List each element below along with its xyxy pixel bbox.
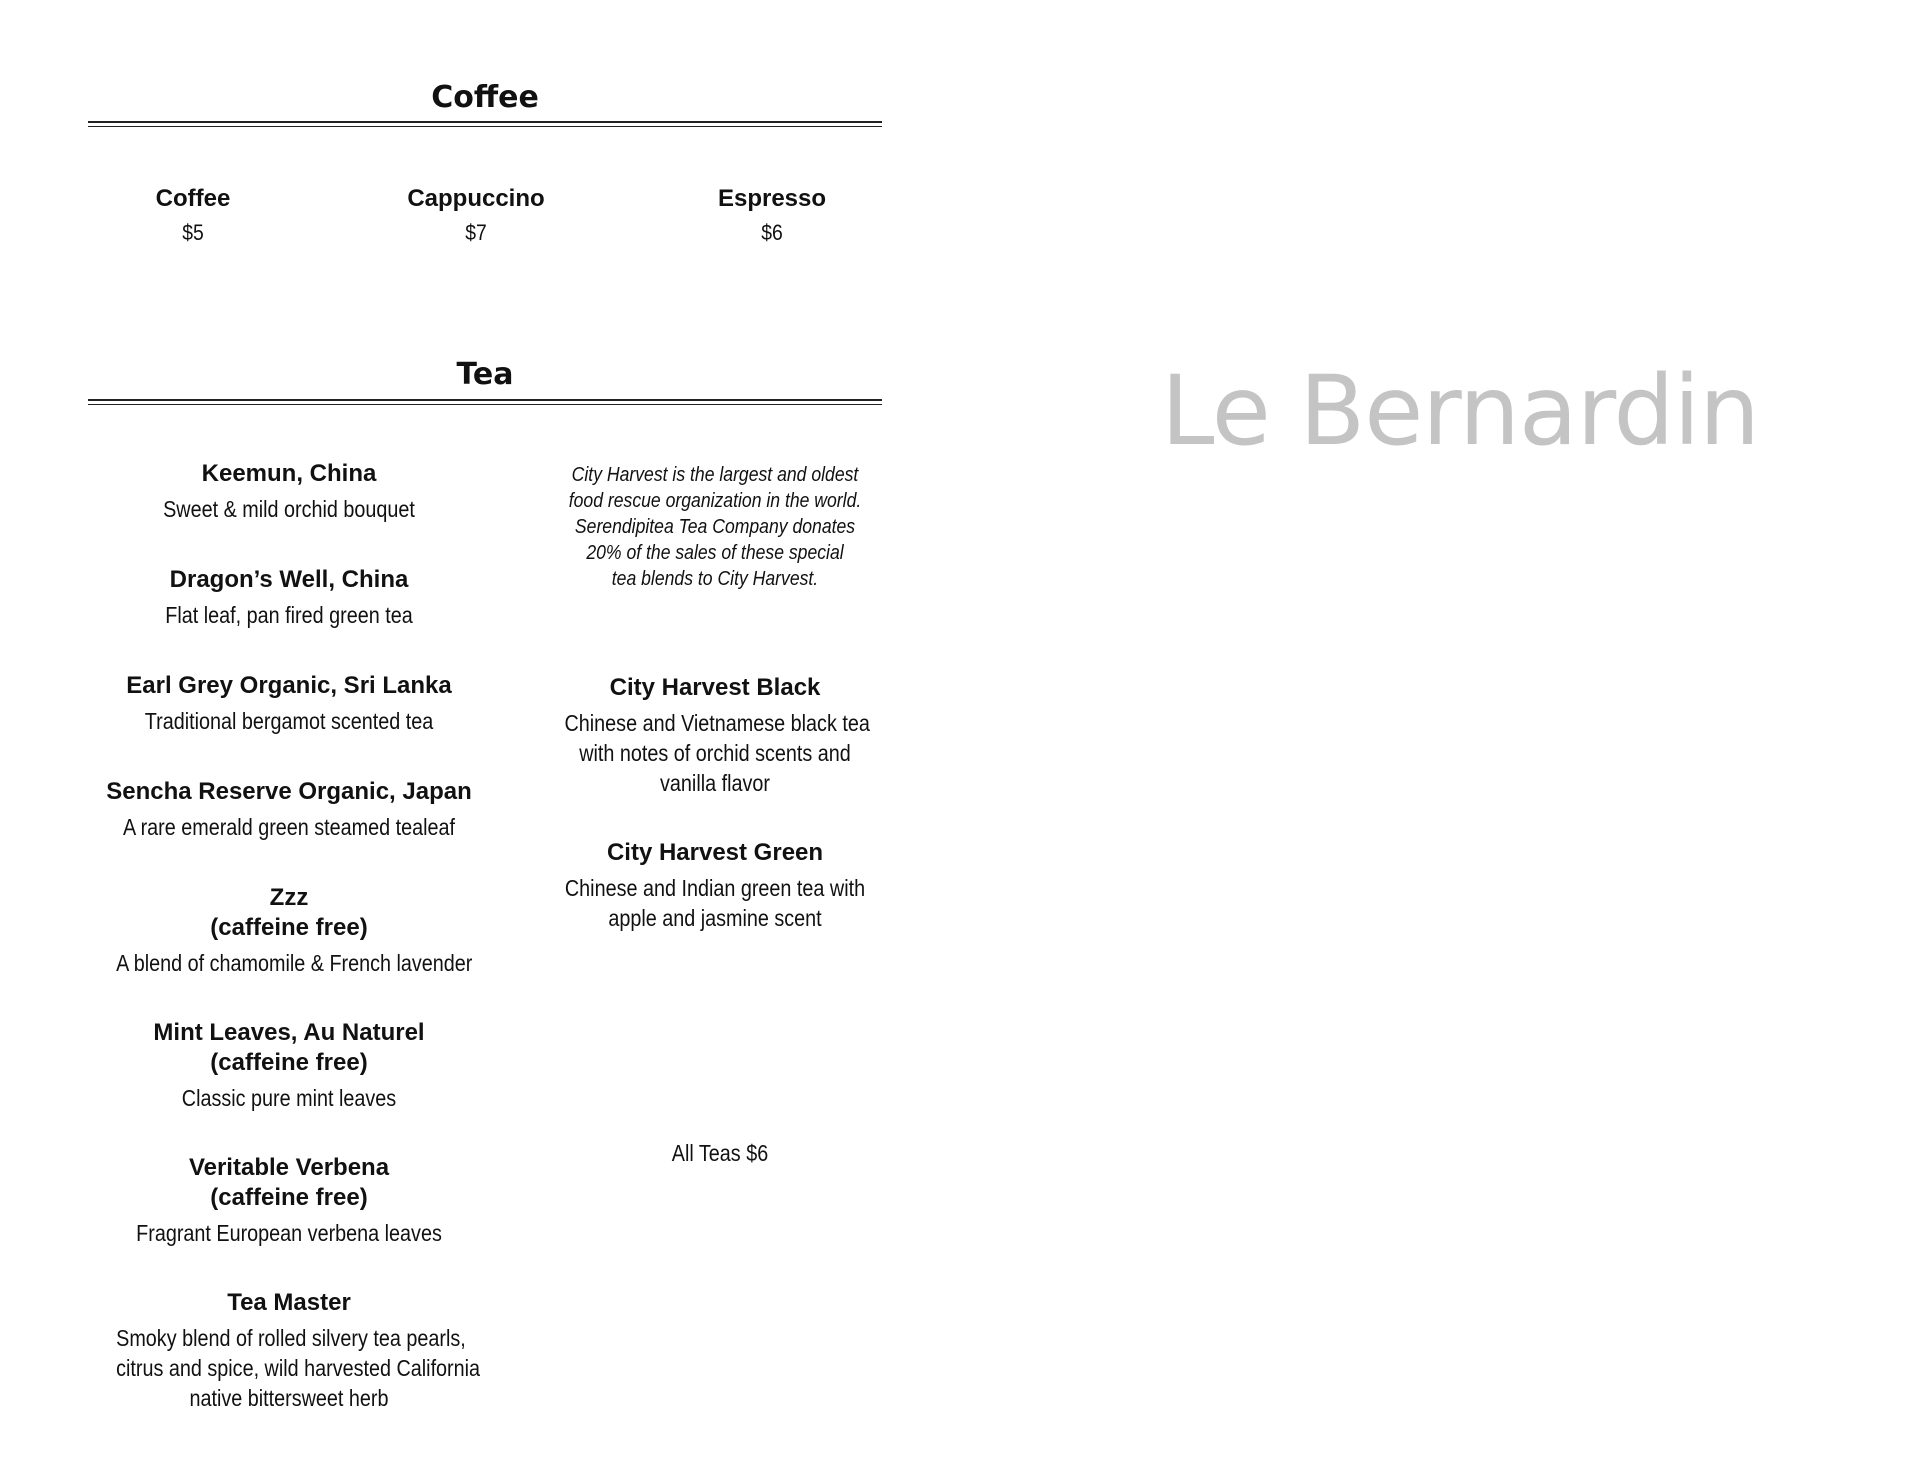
tea-item [88,777,490,842]
tea-name: Dragon’s Well, China [169,566,409,593]
note-line: Serendipitea Tea Company donates [574,516,856,538]
tea-description-line: Smoky blend of rolled silvery tea pearls, [116,1325,466,1351]
tea-name: City Harvest Black [609,674,821,701]
brand-wordmark: Le Bernardin [1161,355,1759,467]
tea-item [88,883,490,978]
tea-description-line: vanilla flavor [660,770,770,796]
tea-name: Zzz [269,884,309,911]
tea-description: Traditional bergamot scented tea [144,708,434,734]
tea-item [540,673,890,798]
tea-item [88,565,490,630]
tea-item [88,459,490,524]
tea-description: A rare emerald green steamed tealeaf [122,814,456,840]
tea-name: Veritable Verbena [188,1154,390,1181]
tea-description-line: Chinese and Indian green tea with [564,875,866,901]
tea-name: Earl Grey Organic, Sri Lanka [126,672,452,699]
city-harvest-note [561,462,869,592]
tea-name: Keemun, China [201,460,377,487]
coffee-item-price: $5 [182,220,204,245]
tea-list-right [540,0,890,1484]
tea-description-line: Chinese and Vietnamese black tea [564,710,870,736]
tea-item [540,838,890,933]
tea-description-line: with notes of orchid scents and [579,740,851,766]
note-line: food rescue organization in the world. [568,490,862,512]
coffee-item-price: $7 [465,220,487,245]
note-line: tea blends to City Harvest. [611,568,819,590]
coffee-item-name: Cappuccino [407,185,545,212]
tea-name: Mint Leaves, Au Naturel [153,1019,425,1046]
tea-list-left [88,0,490,1484]
tea-subtitle: (caffeine free) [210,914,368,941]
tea-description-line: native bittersweet herb [189,1385,389,1411]
tea-name: Sencha Reserve Organic, Japan [106,778,472,805]
tea-description [116,1323,481,1413]
coffee-item-name: Coffee [155,185,231,212]
tea-name: Tea Master [227,1289,351,1316]
tea-description-line: apple and jasmine scent [608,905,822,931]
tea-description: Sweet & mild orchid bouquet [163,496,415,522]
tea-item [88,1018,490,1113]
tea-item [88,671,490,736]
tea-description: A blend of chamomile & French lavender [116,950,473,976]
note-line: City Harvest is the largest and oldest [571,464,859,486]
tea-name: City Harvest Green [606,839,824,866]
note-line: 20% of the sales of these special [586,542,844,564]
tea-description [564,708,870,798]
tea-description [565,873,866,933]
tea-subtitle: (caffeine free) [210,1049,368,1076]
tea-heading: Tea [456,357,514,392]
tea-description: Classic pure mint leaves [181,1085,397,1111]
coffee-item-price: $6 [761,220,783,245]
tea-description: Fragrant European verbena leaves [136,1220,442,1246]
all-teas-price: All Teas $6 [671,1140,769,1166]
coffee-item-name: Espresso [717,185,827,212]
tea-subtitle: (caffeine free) [210,1184,368,1211]
coffee-heading: Coffee [431,80,539,115]
tea-description: Flat leaf, pan fired green tea [165,602,413,628]
tea-item [88,1288,490,1413]
tea-item [88,1153,490,1248]
tea-description-line: citrus and spice, wild harvested California [116,1355,481,1381]
